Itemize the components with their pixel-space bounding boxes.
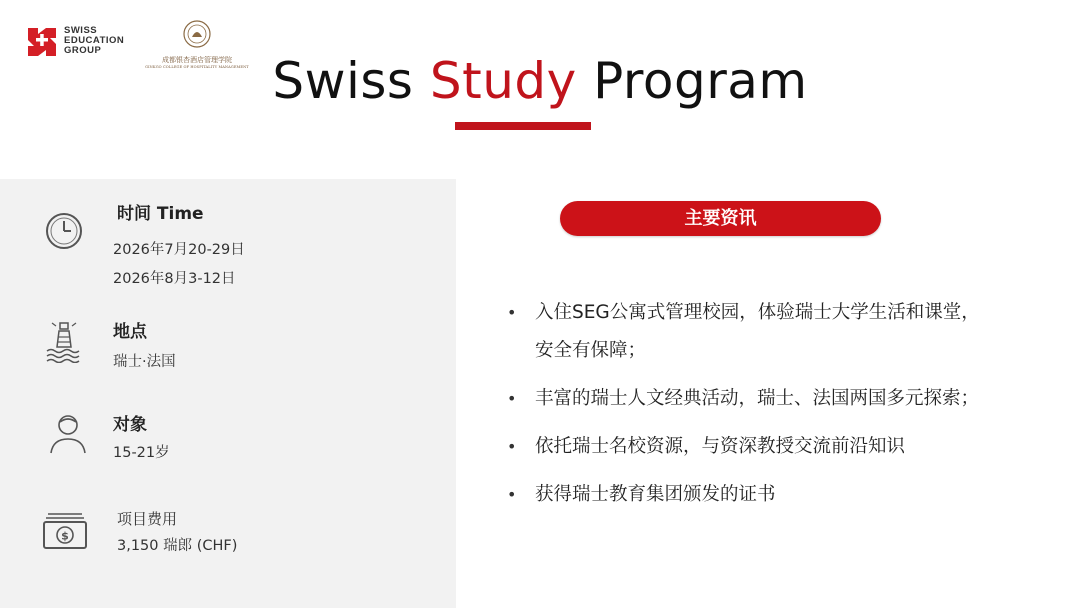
title-underline	[455, 122, 591, 130]
list-item-line: • 依托瑞士名校资源，与资深教授交流前沿知识	[535, 436, 906, 457]
list-item	[507, 428, 1047, 466]
time-value-2: 2026年8月3-12日	[113, 271, 236, 287]
list-item	[507, 380, 1047, 418]
svg-text:$: $	[61, 529, 69, 543]
list-item-line: 安全有保障；	[535, 340, 647, 361]
page-title	[0, 52, 1080, 110]
fee-label: 项目费用	[117, 510, 178, 528]
seg-text-line: SWISS	[64, 25, 98, 36]
lighthouse-icon	[44, 319, 84, 363]
audience-label: 对象	[113, 415, 147, 435]
seg-text-line: EDUCATION	[64, 35, 125, 46]
list-item	[507, 476, 1047, 514]
title-highlight: Study	[429, 52, 577, 110]
list-item-line: • 获得瑞士教育集团颁发的证书	[535, 484, 776, 505]
main-heading-pill: 主要资讯	[560, 201, 881, 236]
location-label: 地点	[113, 322, 147, 342]
audience-value: 15-21岁	[113, 445, 170, 461]
money-icon	[42, 510, 88, 550]
list-item-line: • 入住SEG公寓式管理校园，体验瑞士大学生活和课堂，	[535, 302, 980, 323]
time-value-1: 2026年7月20-29日	[113, 242, 245, 258]
college-name-cn: 成都银杏酒店管理学院	[162, 56, 232, 64]
college-name-en: GINKGO COLLEGE OF HOSPITALITY MANAGEMENT	[145, 65, 249, 69]
location-value: 瑞士·法国	[113, 354, 176, 370]
info-panel	[0, 179, 456, 608]
college-seal-icon	[183, 20, 211, 48]
clock-icon	[44, 211, 84, 251]
person-icon	[48, 411, 88, 455]
title-part1: Swiss	[272, 52, 430, 110]
seg-text-line: GROUP	[64, 45, 102, 56]
list-item	[507, 294, 1047, 370]
list-item-line: • 丰富的瑞士人文经典活动，瑞士、法国两国多元探索；	[535, 388, 980, 409]
feature-list	[507, 294, 1047, 524]
title-part2: Program	[576, 52, 808, 110]
fee-value: 3,150 瑞郎 (CHF)	[117, 538, 238, 554]
time-label: 时间 Time	[117, 204, 204, 224]
